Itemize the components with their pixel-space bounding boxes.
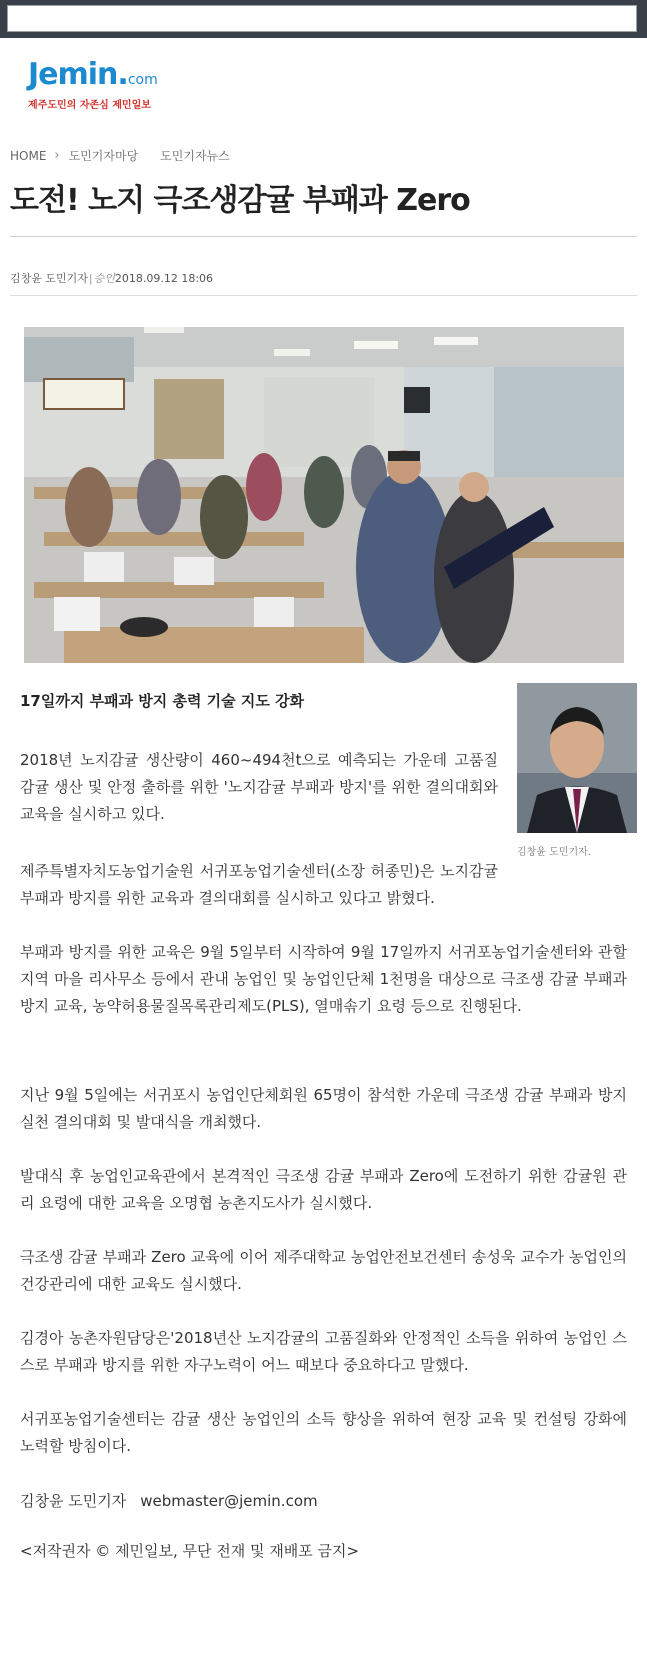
copyright-notice: <저작권자 © 제민일보, 무단 전재 및 재배포 금지> — [20, 1542, 360, 1560]
logo-wordmark: Jemin.com — [28, 57, 158, 92]
logo-tagline: 제주도민의 자존심 제민일보 — [28, 100, 151, 111]
divider — [10, 236, 637, 237]
reporter-portrait-image — [517, 683, 637, 833]
article-paragraph: 발대식 후 농업인교육관에서 본격적인 극조생 감귤 부패과 Zero에 도전하기 위한 감귤원 관리 요령에 대한 교육을 오명협 농촌지도사가 실시했다. — [20, 1167, 627, 1212]
article-byline — [10, 270, 213, 286]
top-bar — [0, 0, 647, 38]
article-paragraph: 서귀포농업기술센터는 감귤 생산 농업인의 소득 향상을 위하여 현장 교육 및 컨설팅 강화에 노력할 방침이다. — [20, 1410, 627, 1455]
article-paragraph: 지난 9월 5일에는 서귀포시 농업인단체회원 65명이 참석한 가운데 극조생 감귤 부패과 방지 실천 결의대회 및 발대식을 개최했다. — [20, 1086, 627, 1131]
article-signature — [20, 1490, 318, 1511]
article-paragraph: 제주특별자치도농업기술원 서귀포농업기술센터(소장 허종민)은 노지감귤 부패과 방지를 위한 교육과 결의대회를 실시하고 있다고 밝혔다. — [20, 862, 498, 907]
breadcrumb-subsection[interactable]: 도민기자뉴스 — [160, 149, 230, 163]
breadcrumb-section[interactable]: 도민기자마당 — [68, 149, 139, 163]
signature-name: 김창윤 도민기자 — [20, 1492, 127, 1510]
article-paragraph: 2018년 노지감귤 생산량이 460~494천t으로 예측되는 가운데 고품질 감귤 생산 및 안정 출하를 위한 '노지감귤 부패과 방지'를 위한 결의대회와 교육을 실시하고 있다. — [20, 751, 498, 823]
byline-label: 승인 — [93, 272, 115, 285]
site-logo[interactable] — [28, 57, 188, 111]
breadcrumb-home[interactable]: HOME — [10, 148, 47, 163]
search-input[interactable] — [7, 5, 637, 32]
signature-email[interactable]: webmaster@jemin.com — [140, 1492, 318, 1510]
breadcrumb — [10, 147, 230, 164]
byline-author: 김창윤 도민기자 — [10, 272, 88, 285]
byline-datetime: 2018.09.12 18:06 — [114, 272, 214, 285]
classroom-photo-image — [24, 327, 624, 663]
chevron-right-icon: › — [54, 148, 60, 163]
article-paragraph: 김경아 농촌자원담당은'2018년산 노지감귤의 고품질화와 안정적인 소득을 위하여 농업인 스스로 부패과 방지를 위한 자구노력이 어느 때보다 중요하다고 말했다. — [20, 1329, 627, 1374]
portrait-caption: 김창윤 도민기자. — [517, 847, 591, 858]
byline-separator: | — [88, 272, 93, 285]
article-photo — [24, 327, 624, 663]
article-paragraph: 부패과 방지를 위한 교육은 9월 5일부터 시작하여 9월 17일까지 서귀포농업기술센터와 관할 지역 마을 리사무소 등에서 관내 농업인 및 농업인단체 1천명을 대상으로 극조생 감귤 부패과 방지 교육, 농약허용물질목록관리제도(PLS), 열매솎기 요령 등으로 진행된다. — [20, 943, 627, 1015]
article-title: 도전! 노지 극조생감귤 부패과 Zero — [10, 183, 470, 218]
divider — [10, 295, 637, 296]
article-subheading: 17일까지 부패과 방지 총력 기술 지도 강화 — [20, 692, 305, 710]
article-paragraph: 극조생 감귤 부패과 Zero 교육에 이어 제주대학교 농업안전보건센터 송성욱 교수가 농업인의 건강관리에 대한 교육도 실시했다. — [20, 1248, 627, 1293]
reporter-portrait — [517, 683, 637, 833]
